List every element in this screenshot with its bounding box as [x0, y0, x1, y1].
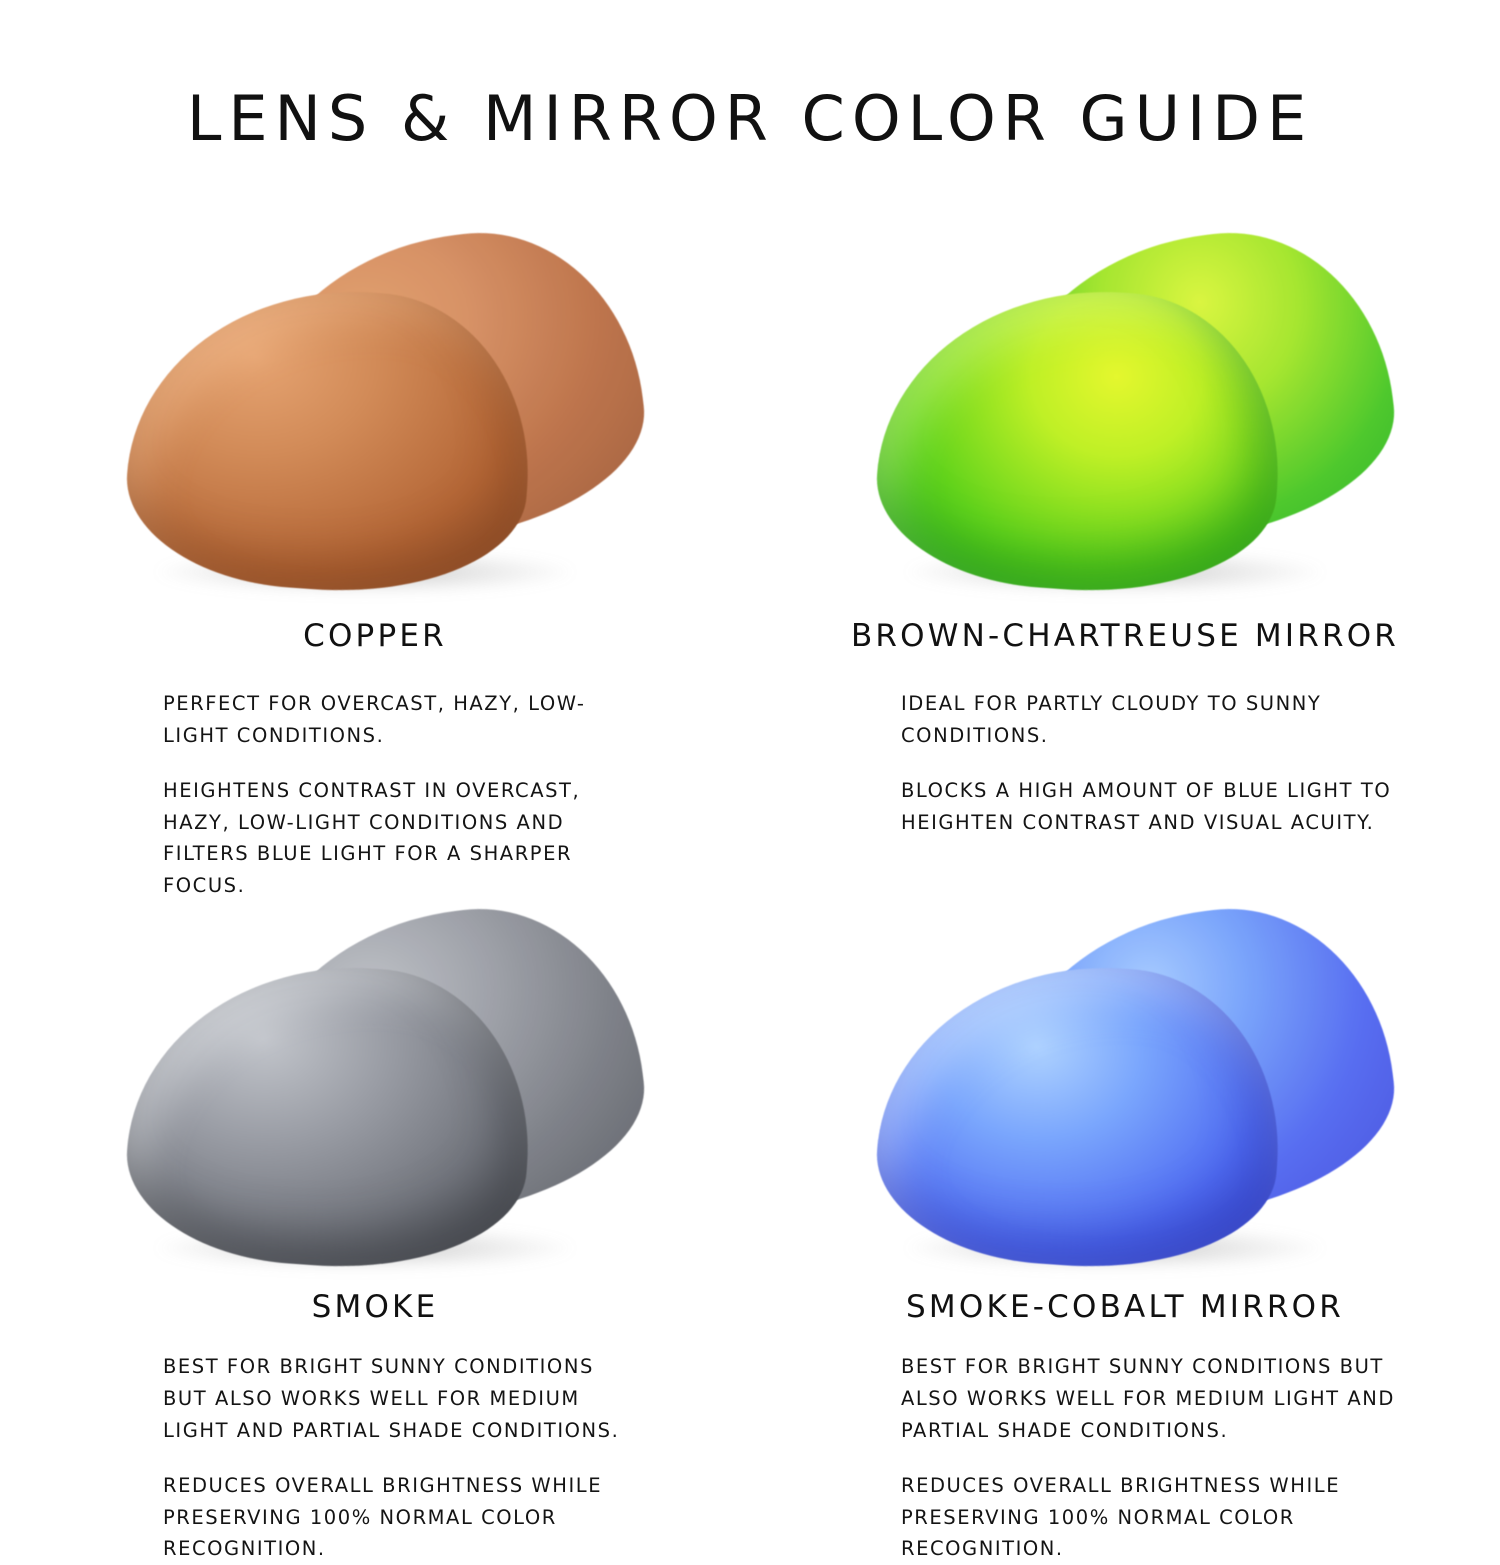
- lens-card-brown-chartreuse-mirror: [750, 220, 1500, 901]
- lens-name-brown-chartreuse-mirror: BROWN-CHARTREUSE MIRROR: [850, 618, 1400, 654]
- lens-description-brown-chartreuse-mirror: [855, 688, 1395, 838]
- lens-paragraph: PERFECT FOR OVERCAST, HAZY, LOW-LIGHT CONDITIONS.: [163, 692, 586, 747]
- page-title: LENS & MIRROR COLOR GUIDE: [186, 82, 1314, 155]
- lens-stack: [845, 896, 1405, 1286]
- brown-chartreuse-mirror-lens-image: [810, 220, 1440, 610]
- lens-paragraph: BEST FOR BRIGHT SUNNY CONDITIONS BUT ALSO WORKS WELL FOR MEDIUM LIGHT AND PARTIAL SHADE CONDITIONS.: [163, 1355, 620, 1442]
- lens-card-smoke: [0, 901, 750, 1564]
- lens-name-smoke-cobalt-mirror: SMOKE-COBALT MIRROR: [906, 1289, 1344, 1326]
- lens-name-smoke: SMOKE: [311, 1289, 439, 1326]
- lens-card-copper: [0, 220, 750, 901]
- lens-stack: [95, 896, 655, 1286]
- lens-paragraph: HEIGHTENS CONTRAST IN OVERCAST, HAZY, LOW-LIGHT CONDITIONS AND FILTERS BLUE LIGHT FOR A SHARPER FOCUS.: [163, 779, 581, 897]
- lens-paragraph: BLOCKS A HIGH AMOUNT OF BLUE LIGHT TO HEIGHTEN CONTRAST AND VISUAL ACUITY.: [901, 779, 1392, 834]
- lens-name-copper: COPPER: [303, 618, 447, 654]
- lens-card-smoke-cobalt-mirror: [750, 901, 1500, 1564]
- lens-stack: [845, 220, 1405, 610]
- lens-paragraph: BEST FOR BRIGHT SUNNY CONDITIONS BUT ALSO WORKS WELL FOR MEDIUM LIGHT AND PARTIAL SHADE CONDITIONS.: [901, 1355, 1395, 1442]
- lens-description-smoke-cobalt-mirror: [855, 1351, 1395, 1564]
- lens-stack: [95, 220, 655, 610]
- lens-description-copper: [105, 688, 645, 901]
- lens-paragraph: IDEAL FOR PARTLY CLOUDY TO SUNNY CONDITIONS.: [901, 692, 1322, 747]
- smoke-lens-image: [60, 901, 690, 1281]
- lens-description-smoke: [105, 1351, 645, 1564]
- lens-grid: [0, 220, 1500, 1565]
- copper-lens-image: [60, 220, 690, 610]
- lens-paragraph: REDUCES OVERALL BRIGHTNESS WHILE PRESERVING 100% NORMAL COLOR RECOGNITION.: [901, 1474, 1341, 1561]
- smoke-cobalt-mirror-lens-image: [810, 901, 1440, 1281]
- lens-paragraph: REDUCES OVERALL BRIGHTNESS WHILE PRESERVING 100% NORMAL COLOR RECOGNITION.: [163, 1474, 603, 1561]
